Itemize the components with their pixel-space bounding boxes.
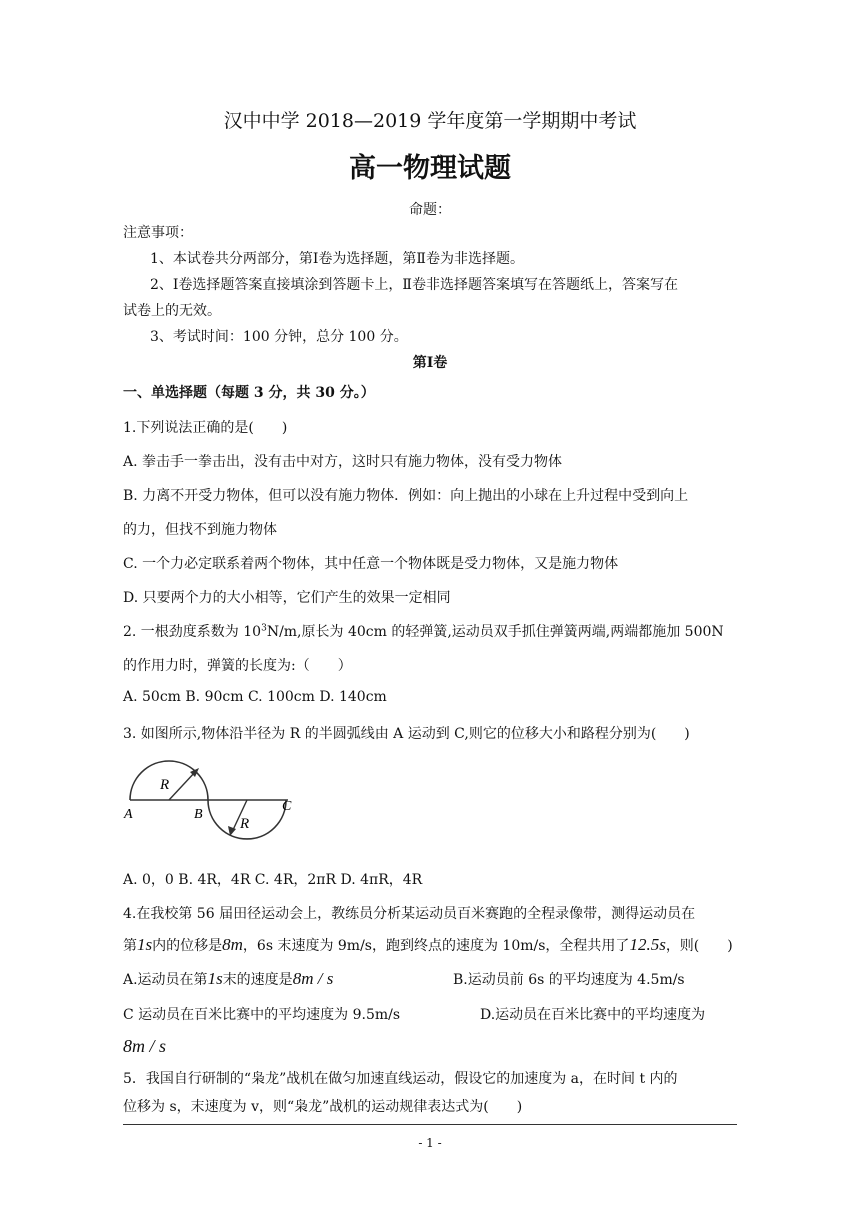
q4-a-sym-1s: 1s: [207, 969, 223, 988]
page-title: 高一物理试题: [349, 153, 511, 184]
q4-text-1: 第: [123, 938, 137, 954]
footer-divider: [123, 1124, 737, 1125]
question-1-option-a: A. 拳击手一拳击出，没有击中对方，这时只有施力物体，没有受力物体: [123, 454, 563, 470]
note-2-cont: 试卷上的无效。: [123, 303, 221, 319]
notes-heading: 注意事项：: [123, 225, 193, 241]
question-2-stem: [123, 621, 724, 641]
question-5-stem-cont: 位移为 s，末速度为 v，则“枭龙”战机的运动规律表达式为( ): [123, 1099, 523, 1115]
question-1-stem: 1.下列说法正确的是( ): [123, 420, 288, 436]
note-1: 1、本试卷共分两部分，第Ⅰ卷为选择题，第Ⅱ卷为非选择题。: [150, 251, 524, 267]
question-4-stem-cont: [123, 935, 733, 955]
label-A: A: [124, 807, 133, 822]
radius-arrow-upper: [169, 771, 196, 800]
page-number: - 1 -: [418, 1136, 442, 1150]
q4-a-text-2: 末的速度是: [222, 972, 293, 988]
question-4-option-d-cont: 8m / s: [123, 1036, 167, 1056]
question-4-option-a: [123, 969, 333, 989]
q4-text-3: ，6s 末速度为 9m/s，跑到终点的速度为 10m/s，全程共用了: [242, 938, 630, 954]
q2-stem-post: N/m,原长为 40cm 的轻弹簧,运动员双手抓住弹簧两端,两端都施加 500N: [266, 624, 724, 640]
label-R-upper: R: [160, 777, 170, 793]
question-3-stem: 3. 如图所示,物体沿半径为 R 的半圆弧线由 A 运动到 C,则它的位移大小和路程分别为( ): [123, 726, 690, 742]
q4-a-text-1: A.运动员在第: [123, 972, 208, 988]
question-2-stem-cont: 的作用力时，弹簧的长度为:（ ）: [123, 658, 352, 674]
q4-text-2: 内的位移是: [152, 938, 223, 954]
q2-stem-pre: 2. 一根劲度系数为 10: [123, 624, 262, 640]
question-4-stem: 4.在我校第 56 届田径运动会上，教练员分析某运动员百米赛跑的全程录像带，测得运动员在: [123, 906, 696, 922]
label-B: B: [194, 807, 203, 822]
question-3-options: A. 0，0 B. 4R，4R C. 4R，2πR D. 4πR，4R: [123, 872, 423, 888]
q4-text-4: ，则( ): [665, 938, 733, 954]
question-4-option-d: D.运动员在百米比赛中的平均速度为: [480, 1007, 706, 1023]
question-1-option-b-cont: 的力，但找不到施力物体: [123, 522, 277, 538]
question-1-option-c: C. 一个力必定联系着两个物体，其中任意一个物体既是受力物体，又是施力物体: [123, 556, 619, 572]
part-heading: 第Ⅰ卷: [412, 355, 448, 371]
note-3: 3、考试时间：100 分钟，总分 100 分。: [150, 329, 408, 345]
note-2: 2、Ⅰ卷选择题答案直接填涂到答题卡上，Ⅱ卷非选择题答案填写在答题纸上，答案写在: [150, 277, 678, 293]
question-4-option-b: B.运动员前 6s 的平均速度为 4.5m/s: [453, 972, 685, 988]
author-line: 命题：: [409, 202, 451, 218]
label-C: C: [282, 799, 292, 814]
q4-sym-12-5s: 12.5s: [629, 935, 666, 954]
question-2-options: A. 50cm B. 90cm C. 100cm D. 140cm: [123, 689, 387, 705]
question-5-stem: 5．我国自行研制的“枭龙”战机在做匀加速直线运动，假设它的加速度为 a，在时间 t 内的: [123, 1071, 678, 1087]
section-heading: 一、单选择题（每题 3 分，共 30 分。）: [123, 385, 375, 401]
question-1-option-d: D. 只要两个力的大小相等，它们产生的效果一定相同: [123, 590, 451, 606]
semicircle-path-figure: [120, 752, 310, 847]
q4-a-sym-8ms: 8m / s: [292, 969, 334, 988]
q2-exponent: 3: [261, 623, 267, 634]
q4-sym-1s: 1s: [137, 935, 153, 954]
q4-sym-8m: 8m: [222, 935, 243, 954]
label-R-lower: R: [240, 816, 250, 832]
question-1-option-b: B. 力离不开受力物体，但可以没有施力物体．例如：向上抛出的小球在上升过程中受到向上: [123, 488, 689, 504]
question-4-option-c: C 运动员在百米比赛中的平均速度为 9.5m/s: [123, 1007, 401, 1023]
school-exam-title: 汉中中学 2018—2019 学年度第一学期期中考试: [223, 110, 637, 132]
